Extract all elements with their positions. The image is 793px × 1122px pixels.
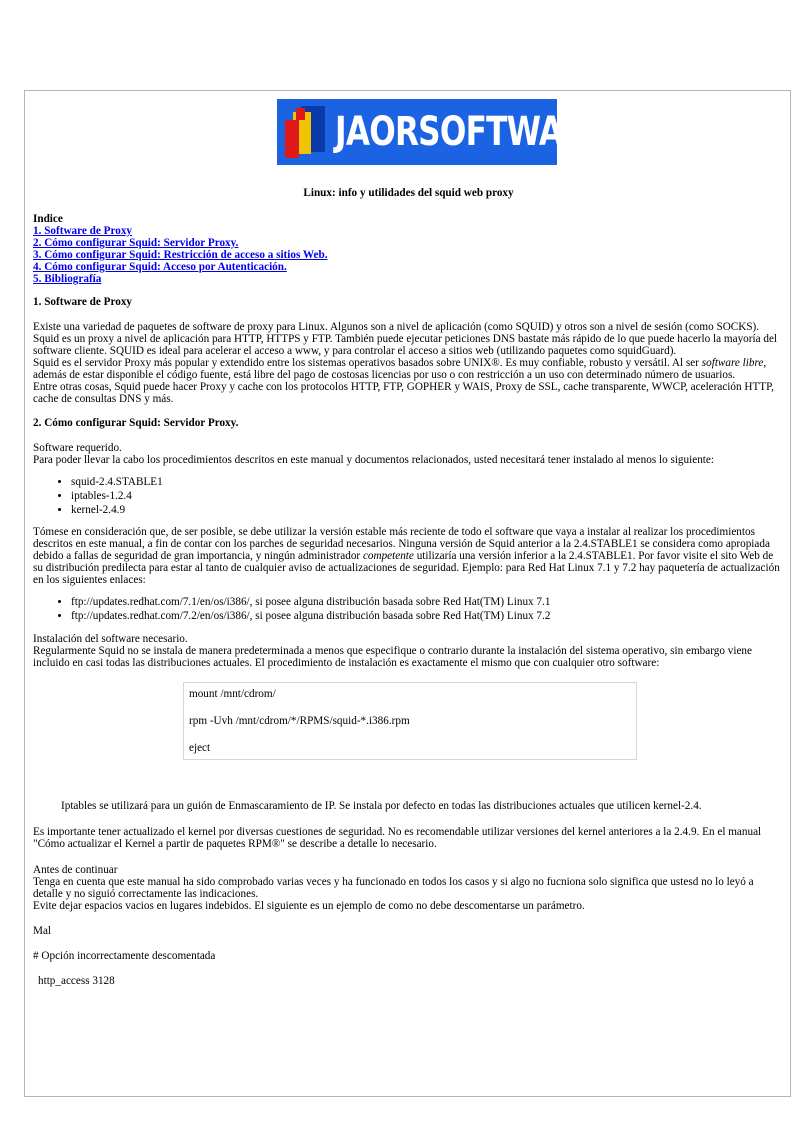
before-continue-label: Antes de continuar <box>33 864 118 876</box>
list-item: • iptables-1.2.4 <box>71 490 784 502</box>
install-text: Regularmente Squid no se instala de manera predeterminada a menos que especifique o contrario durante la instalación del sistema operativo, sin embargo viene incluido en casi todas las distribuciones actuales. El procedimiento de instalación es exactamente el mismo que con cualquier otro software: <box>33 645 752 669</box>
section-1-heading: 1. Software de Proxy <box>33 296 133 308</box>
index-link-servidor-proxy[interactable]: 2. Cómo configurar Squid: Servidor Proxy. <box>33 237 239 249</box>
document-frame <box>24 90 791 1097</box>
logo-mark-icon <box>283 104 329 160</box>
index-link-restriccion-acceso[interactable]: 3. Cómo configurar Squid: Restricción de acceso a sitios Web. <box>33 249 328 261</box>
section-1-paragraph-2: Squid es el servidor Proxy más popular y extendido entre los sistemas operativos basados sobre UNIX®. Es muy confiable, robusto y versátil. Al ser software libre, además de estar disponible el código fuente, está libre del pago de costosas licencias por uso o con restricción a un uso con determinado número de usuarios. <box>33 357 767 381</box>
bad-example-comment: # Opción incorrectamente descomentada <box>33 950 216 962</box>
document-body <box>33 213 784 987</box>
code-line: mount /mnt/cdrom/ <box>189 688 276 700</box>
requirements-text: Para poder llevar la cabo los procedimientos descritos en este manual y documentos relacionados, usted necesitará tener instalado al menos lo siguiente: <box>33 454 714 466</box>
list-item: • squid-2.4.STABLE1 <box>71 476 784 488</box>
requirements-list <box>33 476 784 516</box>
section-1-paragraph: Existe una variedad de paquetes de software de proxy para Linux. Algunos son a nivel de aplicación (como SQUID) y otros son a nivel de sesión (como SOCKS). Squid es un proxy a nivel de aplicación para HTTP, HTTPS y FTP. También puede ejecutar peticiones DNS bastate más rápido de lo que puede hacerlo la mayoría del software cliente. SQUID es ideal para acelerar el acceso a www, y para controlar el acceso a sitios web (utilizando paquetes como squidGuard). <box>33 321 778 357</box>
page-title: Linux: info y utilidades del squid web proxy <box>303 187 514 199</box>
index-link-software-proxy[interactable]: 1. Software de Proxy <box>33 225 133 237</box>
code-line: eject <box>189 742 211 754</box>
bad-example-code: http_access 3128 <box>38 975 115 987</box>
list-item: • kernel-2.4.9 <box>71 504 784 516</box>
iptables-note: Iptables se utilizará para un guión de Enmascaramiento de IP. Se instala por defecto en todas las distribuciones actuales que utilicen kernel-2.4. <box>61 800 702 812</box>
before-continue-text-2: Evite dejar espacios vacios en lugares indebidos. El siguiente es un ejemplo de como no debe descomentarse un parámetro. <box>33 900 585 912</box>
index <box>33 213 784 285</box>
kernel-note: Es importante tener actualizado el kernel por diversas cuestiones de seguridad. No es recomendable utilizar versiones del kernel anteriores a la 2.4.9. En el manual "Cómo actualizar el Kernel a partir de paquetes RPM®" se describe a detalle lo necesario. <box>33 826 762 850</box>
index-link-bibliografia[interactable]: 5. Bibliografía <box>33 273 102 285</box>
list-item: • ftp://updates.redhat.com/7.1/en/os/i386/, si posee alguna distribución basada sobre Red Hat(TM) Linux 7.1 <box>71 596 784 608</box>
code-line: rpm -Uvh /mnt/cdrom/*/RPMS/squid-*.i386.rpm <box>189 715 410 727</box>
logo-text: JAORSOFTWARE <box>335 109 607 155</box>
section-2-heading: 2. Cómo configurar Squid: Servidor Proxy. <box>33 417 239 429</box>
before-continue-text: Tenga en cuenta que este manual ha sido comprobado varias veces y ha funcionado en todos los casos y si algo no fucniona solo significa que ustesd no lo leyó a detalle y no siguió correctamente las indicaciones. <box>33 876 754 900</box>
bad-example-label: Mal <box>33 925 52 937</box>
code-block-install <box>183 682 637 760</box>
requirements-label: Software requerido. <box>33 442 122 454</box>
section-1-paragraph-3: Entre otras cosas, Squid puede hacer Proxy y cache con los protocolos HTTP, FTP, GOPHER y WAIS, Proxy de SSL, cache transparente, WWCP, aceleración HTTP, cache de consultas DNS y más. <box>33 381 774 405</box>
version-note: Tómese en consideración que, de ser posible, se debe utilizar la versión estable más reciente de todo el software que vaya a instalar al realizar los procedimientos descritos en este manual, a fin de contar con los parches de seguridad necesarios. Ninguna versión de Squid anterior a la 2.4.STABLE1 se considera como apropiada debido a fallas de seguridad de gran importancia, y ningún administrador competente utilizaría una versión inferior a la 2.4.STABLE1. Por favor visite el sito Web de su distribución predilecta para estar al tanto de cualquier aviso de actualizaciones de seguridad. Ejemplo: para Red Hat Linux 7.1 y 7.2 hay paquetería de actualización en los siguientes enlaces: <box>33 526 780 586</box>
list-item: • ftp://updates.redhat.com/7.2/en/os/i386/, si posee alguna distribución basada sobre Red Hat(TM) Linux 7.2 <box>71 610 784 622</box>
jaorsoftware-logo <box>277 99 607 165</box>
index-heading: Indice <box>33 213 63 225</box>
update-links-list <box>33 596 784 622</box>
install-label: Instalación del software necesario. <box>33 633 188 645</box>
index-link-autenticacion[interactable]: 4. Cómo configurar Squid: Acceso por Autenticación. <box>33 261 287 273</box>
